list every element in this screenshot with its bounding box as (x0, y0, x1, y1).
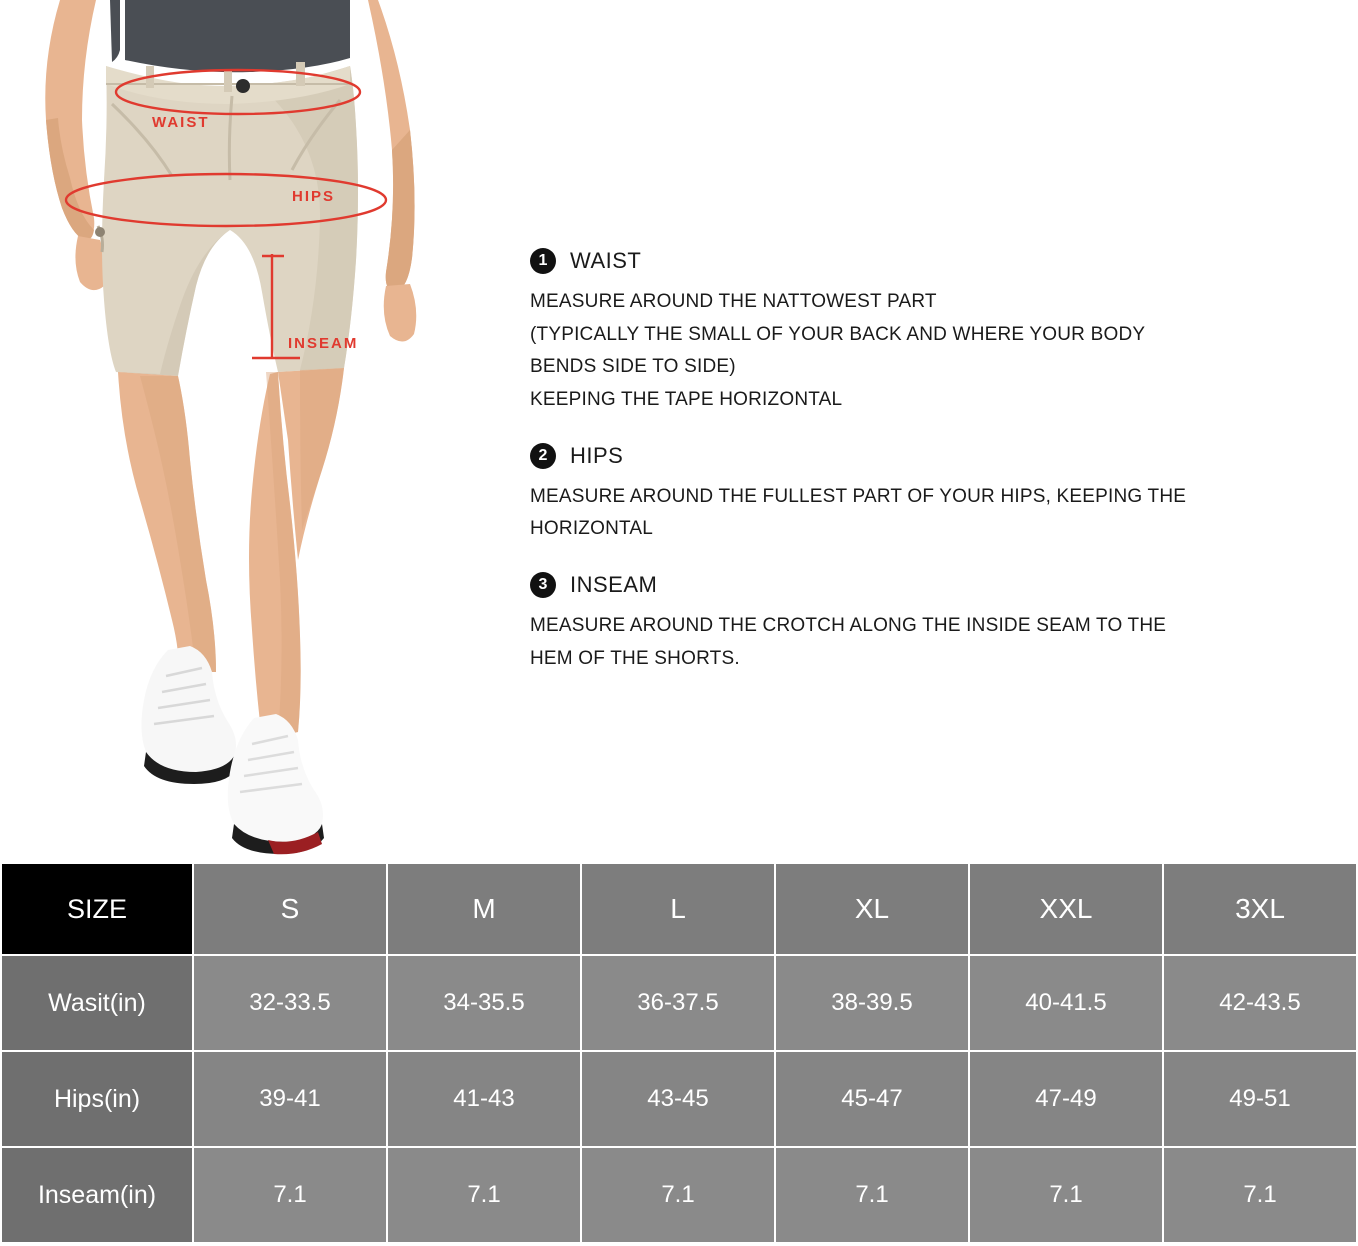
cell-waist-s: 32-33.5 (193, 955, 387, 1051)
measurement-instructions (530, 248, 1342, 701)
instruction-step-waist (530, 248, 1342, 417)
step-body-line: MEASURE AROUND THE CROTCH ALONG THE INSIDE SEAM TO THE (530, 615, 1167, 637)
cell-waist-l: 36-37.5 (581, 955, 775, 1051)
table-row (1, 1051, 1357, 1147)
column-header-xxl: XXL (969, 863, 1163, 955)
cell-hips-xl: 45-47 (775, 1051, 969, 1147)
cell-hips-3xl: 49-51 (1163, 1051, 1357, 1147)
step-body (530, 481, 1342, 546)
label-hips: HIPS (292, 188, 336, 205)
table-row (1, 1147, 1357, 1243)
step-number-badge: 2 (530, 443, 556, 469)
instruction-step-hips (530, 443, 1342, 546)
column-header-s: S (193, 863, 387, 955)
cell-waist-m: 34-35.5 (387, 955, 581, 1051)
step-body-line: MEASURE AROUND THE NATTOWEST PART (530, 291, 937, 312)
step-header (530, 443, 1342, 469)
label-inseam: INSEAM (288, 335, 359, 352)
cell-waist-xxl: 40-41.5 (969, 955, 1163, 1051)
size-chart-table (0, 862, 1358, 1244)
step-header (530, 572, 1342, 598)
step-body-line: MEASURE AROUND THE FULLEST PART OF YOUR HIPS, KEEPING THE (530, 485, 1187, 507)
step-header (530, 248, 1342, 274)
column-header-l: L (581, 863, 775, 955)
cell-hips-xxl: 47-49 (969, 1051, 1163, 1147)
cell-waist-3xl: 42-43.5 (1163, 955, 1357, 1051)
row-label-waist: Wasit(in) (1, 955, 193, 1051)
step-body (530, 610, 1342, 675)
cell-inseam-xl: 7.1 (775, 1147, 969, 1243)
step-title: HIPS (570, 442, 624, 468)
cell-hips-s: 39-41 (193, 1051, 387, 1147)
cell-inseam-l: 7.1 (581, 1147, 775, 1243)
step-body (530, 286, 1342, 417)
cell-hips-m: 41-43 (387, 1051, 581, 1147)
cell-hips-l: 43-45 (581, 1051, 775, 1147)
column-header-xl: XL (775, 863, 969, 955)
cell-inseam-3xl: 7.1 (1163, 1147, 1357, 1243)
step-body-line: KEEPING THE TAPE HORIZONTAL (530, 389, 843, 411)
row-label-hips: Hips(in) (1, 1051, 193, 1147)
cell-inseam-s: 7.1 (193, 1147, 387, 1243)
cell-inseam-m: 7.1 (387, 1147, 581, 1243)
step-title: INSEAM (570, 572, 658, 598)
step-body-line: (TYPICALLY THE SMALL OF YOUR BACK AND WHERE YOUR BODY (530, 323, 1146, 345)
step-body-line: HORIZONTAL (530, 518, 654, 540)
step-title: WAIST (570, 248, 642, 273)
step-number-badge: 3 (530, 572, 556, 598)
table-corner-label: SIZE (1, 863, 193, 955)
column-header-m: M (387, 863, 581, 955)
row-label-inseam: Inseam(in) (1, 1147, 193, 1243)
step-number-badge: 1 (530, 248, 556, 274)
label-waist: WAIST (152, 114, 210, 131)
column-header-3xl: 3XL (1163, 863, 1357, 955)
product-illustration (0, 0, 500, 860)
instruction-step-inseam (530, 572, 1342, 675)
step-body-line: HEM OF THE SHORTS. (530, 647, 740, 669)
table-row (1, 955, 1357, 1051)
model-figure-graphic (0, 0, 500, 860)
cell-inseam-xxl: 7.1 (969, 1147, 1163, 1243)
table-header-row (1, 863, 1357, 955)
step-body-line: BENDS SIDE TO SIDE) (530, 356, 736, 378)
cell-waist-xl: 38-39.5 (775, 955, 969, 1051)
